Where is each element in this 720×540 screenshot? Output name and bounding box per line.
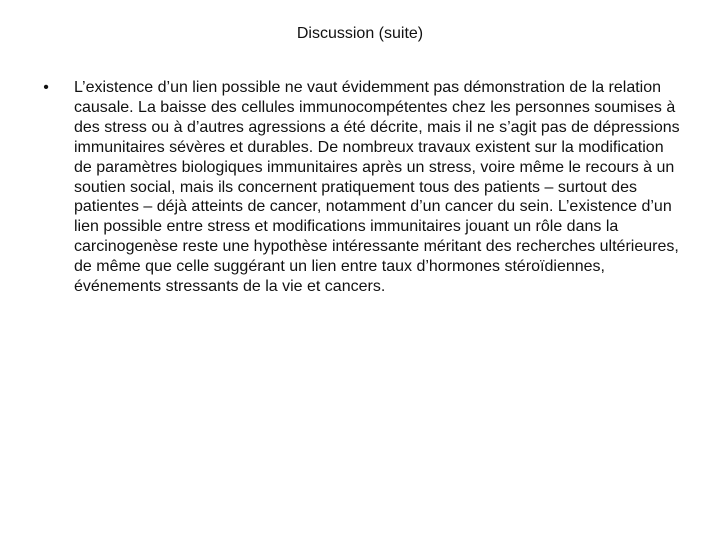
- bullet-marker: •: [43, 79, 49, 96]
- bullet-text: L’existence d’un lien possible ne vaut évidemment pas démonstration de la relation causale. La baisse des cellules immunocompétentes chez les personnes soumises à des stress ou à d’autres agressions a été décrite, mais il ne s’agit pas de dépressions immunitaires sévères et durables. De nombreux travaux existent sur la modification de paramètres biologiques immunitaires après un stress, voire même le recours à un soutien social, mais ils concernent pratiquement tous des patients – surtout des patientes – déjà atteints de cancer, notamment d’un cancer du sein. L’existence d’un lien possible entre stress et modifications immunitaires jouant un rôle dans la carcinogenèse reste une hypothèse intéressante méritant des recherches ultérieures, de même que celle suggérant un lien entre taux d’hormones stéroïdiennes, événements stressants de la vie et cancers.: [74, 79, 680, 296]
- bullet-list: [40, 78, 680, 297]
- slide-title: Discussion (suite): [296, 25, 424, 42]
- bullet-item: [40, 78, 680, 297]
